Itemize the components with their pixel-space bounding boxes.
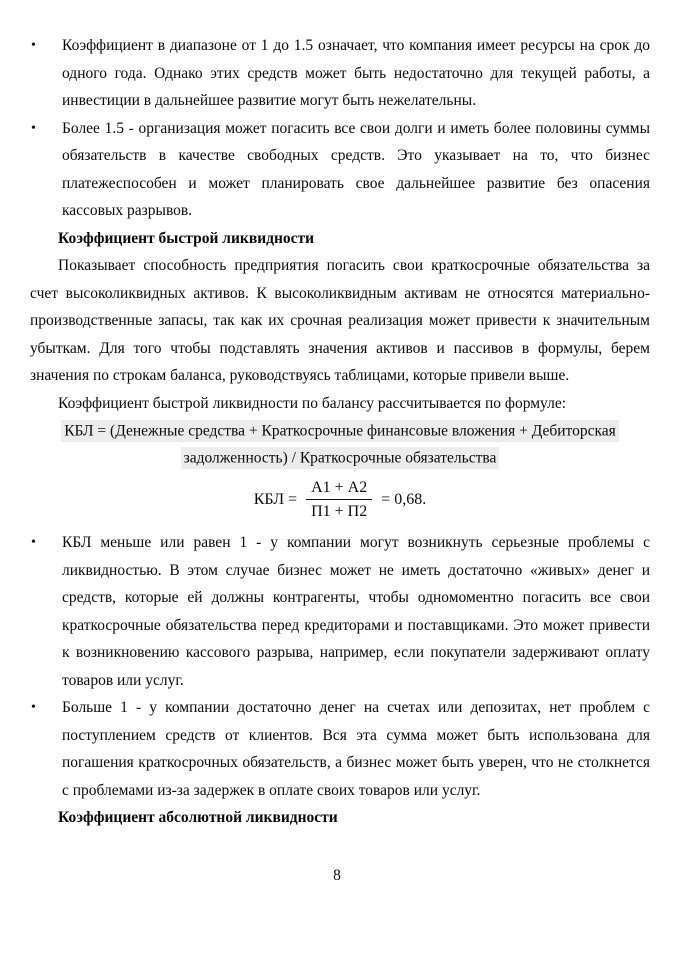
- bullet-icon: •: [31, 535, 36, 550]
- section-heading-absolute-liquidity: Коэффициент абсолютной ликвидности: [58, 809, 338, 826]
- list-item: [30, 115, 650, 225]
- bullet-icon: •: [31, 38, 36, 53]
- bullet-text: КБЛ меньше или равен 1 - у компании могут возникнуть серьезные проблемы с ликвидностью. В этом случае бизнес может не иметь достаточно «живых» денег и средств, которые ей должны контрагенты, чтобы одномоментно погасить все свои краткосрочные обязательства перед кредиторами и поставщиками. Это может привести к возникновению кассового разрыва, например, если покупатели задерживают оплату товаров или услуг.: [62, 534, 650, 689]
- paragraph-formula-intro: Коэффициент быстрой ликвидности по балансу рассчитывается по формуле:: [58, 394, 567, 412]
- formula-text-line: [30, 417, 650, 445]
- bullet-icon: •: [31, 700, 36, 715]
- bullet-icon: •: [31, 120, 36, 136]
- bullet-text: Коэффициент в диапазоне от 1 до 1.5 означает, что компания имеет ресурсы на срок до одного года. Однако этих средств может быть недостаточно для текущей работы, а инвестиции в дальнейшее развитие могут быть нежелательны.: [62, 37, 650, 109]
- formula-text-line: [30, 445, 650, 473]
- highlighted-formula-text: задолженность) / Краткосрочные обязательства: [181, 447, 500, 469]
- bullet-text: Больше 1 - у компании достаточно денег на счетах или депозитах, нет проблем с поступлением средств от клиентов. Вся эта сумма может быть использована для погашения краткосрочных обязательств, а бизнес может быть уверен, что не столкнется с проблемами из-за задержек в оплате своих товаров или услуг.: [62, 699, 650, 799]
- paragraph-quick-liquidity-description: Показывает способность предприятия погасить свои краткосрочные обязательства за счет высоколиквидных активов. К высоколиквидным активам не относятся материально-производственные запасы, так как их срочная реализация может привести к значительным убыткам. Для того чтобы подставлять значения активов и пассивов в формулы, берем значения по строкам баланса, руководствуясь таблицами, которые привели выше.: [30, 257, 650, 384]
- formula-result: = 0,68.: [381, 490, 427, 508]
- fraction-numerator: А1 + А2: [306, 477, 372, 500]
- fraction: [306, 477, 372, 522]
- list-item: [30, 529, 650, 694]
- fraction-denominator: П1 + П2: [311, 503, 368, 520]
- page-number: 8: [333, 867, 341, 884]
- highlighted-formula-text: КБЛ = (Денежные средства + Краткосрочные финансовые вложения + Дебиторская: [61, 420, 619, 442]
- bullet-list-top: [30, 32, 650, 225]
- list-item: [30, 694, 650, 804]
- section-heading-quick-liquidity: Коэффициент быстрой ликвидности: [58, 229, 315, 247]
- list-item: [30, 32, 650, 115]
- bullet-list-bottom: [30, 529, 650, 804]
- formula-lhs: КБЛ =: [253, 490, 298, 508]
- formula-math: [30, 472, 650, 529]
- bullet-text: Более 1.5 - организация может погасить все свои долги и иметь более половины суммы обязательств в качестве свободных средств. Это указывает на то, что бизнес платежеспособен и может планировать свое дальнейшее развитие без опасения кассовых разрывов.: [62, 119, 650, 219]
